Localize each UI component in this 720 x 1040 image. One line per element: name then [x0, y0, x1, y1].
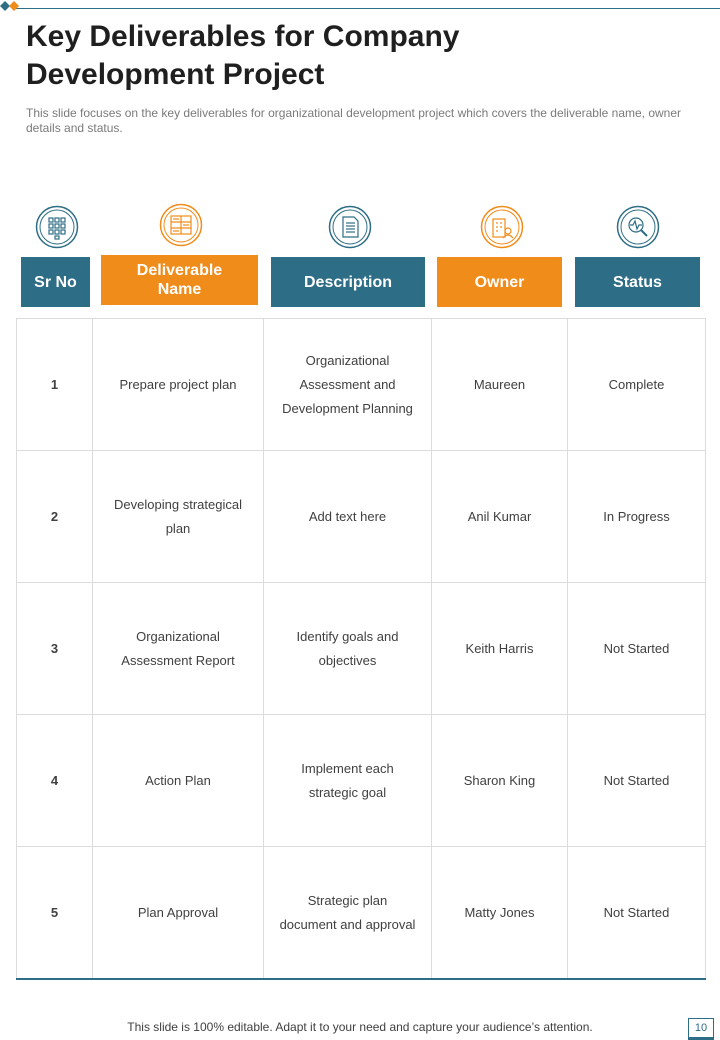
cell-deliverable-name: Prepare project plan: [93, 319, 264, 451]
table-row: [17, 583, 706, 715]
cell-status: Complete: [568, 319, 706, 451]
document-icon: [328, 205, 372, 249]
page-subtitle: This slide focuses on the key deliverables for organizational development project which covers the deliverable name, owner details and status.: [26, 106, 682, 135]
table-row: [17, 847, 706, 980]
table-row: [17, 319, 706, 451]
cell-owner: Sharon King: [432, 715, 568, 847]
magnifier-pulse-icon: [616, 205, 660, 249]
header-status: Status: [575, 257, 700, 307]
cell-description: Organizational Assessment and Development Planning: [264, 319, 432, 451]
header-deliverable-name: [101, 255, 258, 305]
cell-description: Add text here: [264, 451, 432, 583]
cell-description: [264, 583, 432, 715]
cell-description-text: Implement each strategic goal: [301, 760, 394, 800]
footer-note: This slide is 100% editable. Adapt it to your need and capture your audience’s attention.: [127, 1020, 593, 1034]
cell-sr-no: 1: [17, 319, 93, 451]
cell-status: Not Started: [568, 715, 706, 847]
cell-sr-no: 4: [17, 715, 93, 847]
cell-deliverable-name: Action Plan: [93, 715, 264, 847]
header-owner: Owner: [437, 257, 562, 307]
cell-deliverable-name-text: Developing strategical plan: [114, 496, 242, 536]
cell-description-text: Identify goals and objectives: [296, 628, 399, 668]
deliverables-table: [16, 318, 706, 980]
table-row: [17, 451, 706, 583]
cell-description-text: Strategic plan document and approval: [279, 892, 416, 932]
diamond-logo-icon: [0, 0, 24, 16]
cell-owner: Keith Harris: [432, 583, 568, 715]
page-number: 10: [688, 1018, 714, 1038]
cell-owner: Anil Kumar: [432, 451, 568, 583]
cell-status: Not Started: [568, 583, 706, 715]
cell-sr-no: 5: [17, 847, 93, 980]
building-person-icon: [480, 205, 524, 249]
cell-status: Not Started: [568, 847, 706, 980]
header-description: Description: [271, 257, 425, 307]
page-title: Key Deliverables for Company Development Project: [26, 20, 460, 91]
cell-deliverable-name: Plan Approval: [93, 847, 264, 980]
cell-deliverable-name-text: Organizational Assessment Report: [121, 628, 235, 668]
header-sr-no: Sr No: [21, 257, 90, 307]
header-deliverable-name-label: Deliverable Name: [136, 262, 223, 298]
keypad-icon: [35, 205, 79, 249]
cell-description: [264, 847, 432, 980]
table-row: [17, 715, 706, 847]
cell-deliverable-name: [93, 451, 264, 583]
cell-owner: Matty Jones: [432, 847, 568, 980]
checklist-icon: [159, 203, 203, 247]
cell-owner: Maureen: [432, 319, 568, 451]
cell-sr-no: 2: [17, 451, 93, 583]
cell-description: [264, 715, 432, 847]
top-rule: [14, 8, 720, 9]
cell-sr-no: 3: [17, 583, 93, 715]
cell-deliverable-name: [93, 583, 264, 715]
cell-status: In Progress: [568, 451, 706, 583]
